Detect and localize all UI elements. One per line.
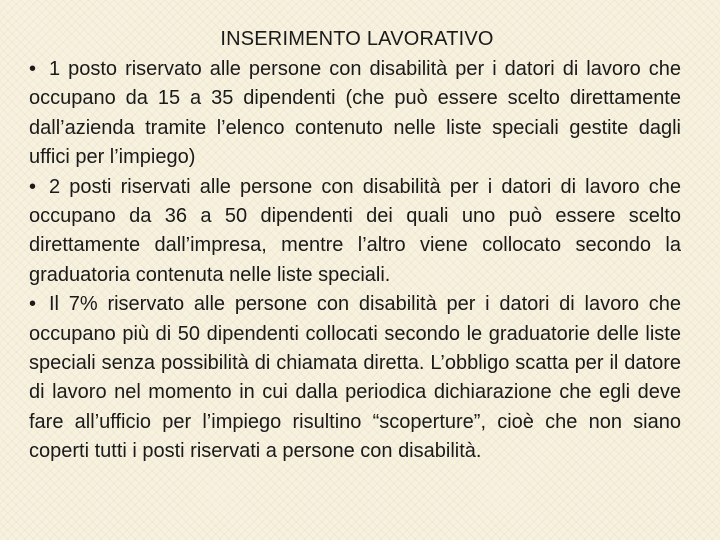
bullet-icon: •: [29, 293, 37, 316]
bullet-text-3: Il 7% riservato alle persone con disabilità per i datori di lavoro che occupano più di 50 dipendenti collocati secondo le graduatorie delle liste speciali senza possibilità di chiamata diretta. L’obbligo scatta per il datore di lavoro nel momento in cui dalla periodica dichiarazione che egli deve fare all’ufficio per l’impiego risultino “scoperture”, cioè che non siano coperti tutti i posti riservati a persone con disabilità.: [29, 293, 681, 463]
slide-body: [29, 55, 681, 467]
bullet-text-1: 1 posto riservato alle persone con disabilità per i datori di lavoro che occupano da 15 a 35 dipendenti (che può essere scelto direttamente dall’azienda tramite l’elenco contenuto nelle liste speciali gestite dagli uffici per l’impiego): [29, 58, 681, 169]
bullet-icon: •: [29, 175, 37, 198]
bullet-item-3: [29, 290, 681, 466]
slide-title: INSERIMENTO LAVORATIVO: [220, 28, 494, 50]
bullet-icon: •: [29, 58, 37, 80]
bullet-text-2: 2 posti riservati alle persone con disabilità per i datori di lavoro che occupano da 36 a 50 dipendenti dei quali uno può essere scelto direttamente dall’impresa, mentre l’altro viene collocato secondo la graduatoria contenuta nelle liste speciali.: [29, 175, 681, 286]
bullet-item-2: [29, 173, 681, 291]
bullet-item-1: [29, 55, 681, 173]
